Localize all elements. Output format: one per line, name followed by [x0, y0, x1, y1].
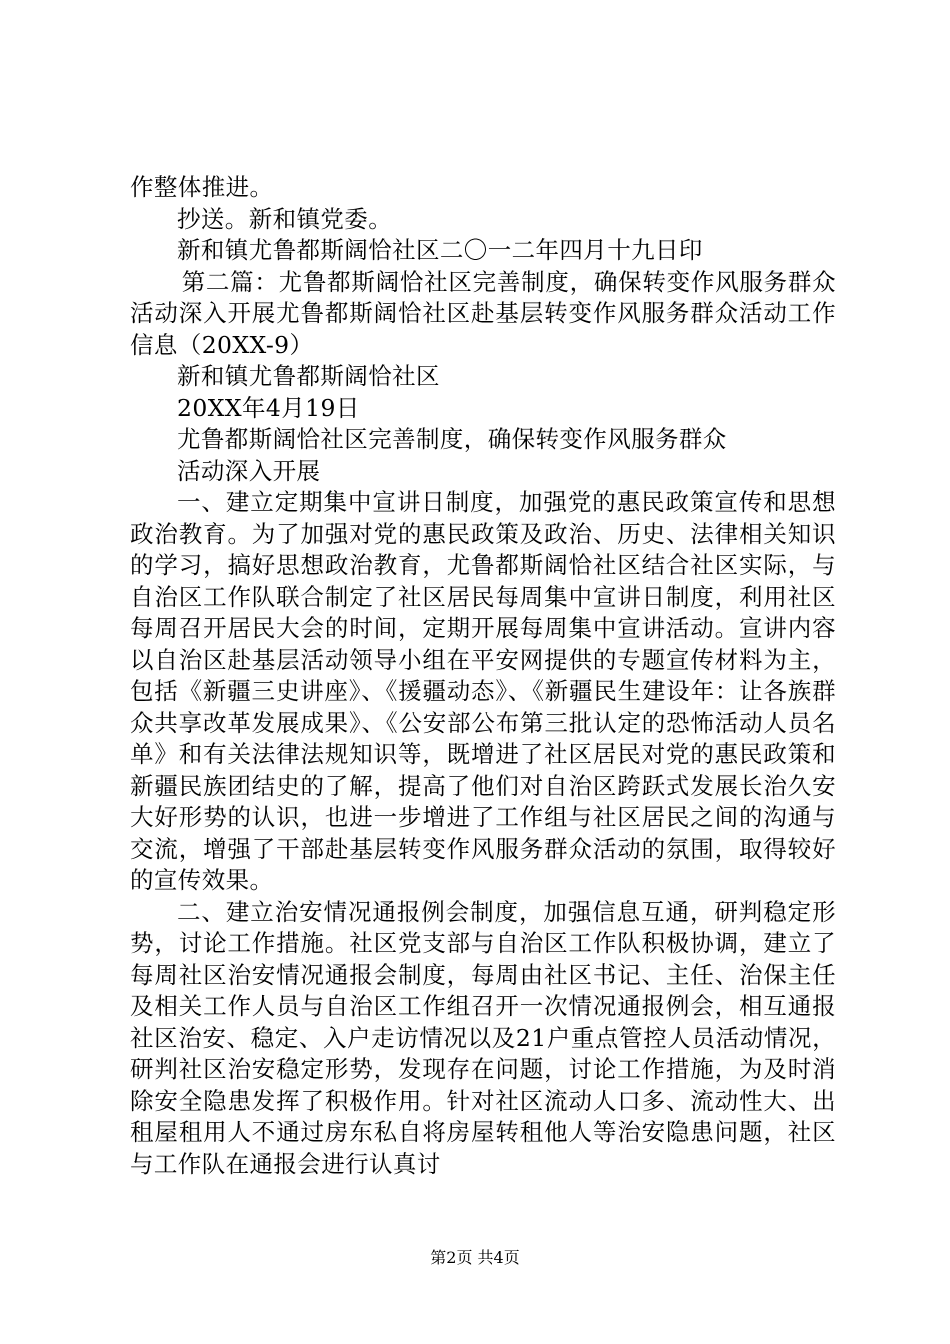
paragraph: 20XX年4月19日: [177, 393, 360, 422]
paragraph: 一、建立定期集中宣讲日制度，加强党的惠民政策宣传和思想政治教育。为了加强对党的惠民政策及政治、历史、法律相关知识的学习，搞好思想政治教育，尤鲁都斯阔恰社区结合社区实际，与自治区工作队联合制定了社区居民每周集中宣讲日制度，利用社区每周召开居民大会的时间，定期开展每周集中宣讲活动。宣讲内容以自治区赴基层活动领导小组在平安网提供的专题宣传材料为主，包括《新疆三史讲座》、《援疆动态》、《新疆民生建设年：让各族群众共享改革发展成果》、《公安部公布第三批认定的恐怖活动人员名单》和有关法律法规知识等，既增进了社区居民对党的惠民政策和新疆民族团结史的了解，提高了他们对自治区跨跃式发展长治久安大好形势的认识，也进一步增进了工作组与社区居民之间的沟通与交流，增强了干部赴基层转变作风服务群众活动的氛围，取得较好的宣传效果。: [130, 488, 836, 894]
paragraph: 二、建立治安情况通报例会制度，加强信息互通，研判稳定形势，讨论工作措施。社区党支部与自治区工作队积极协调，建立了每周社区治安情况通报会制度，每周由社区书记、主任、治保主任及相关工作人员与自治区工作组召开一次情况通报例会，相互通报社区治安、稳定、入户走访情况以及21户重点管控人员活动情况，研判社区治安稳定形势，发现存在问题，讨论工作措施，为及时消除安全隐患发挥了积极作用。针对社区流动人口多、流动性大、出租屋租用人不通过房东私自将房屋转租他人等治安隐患问题，社区与工作队在通报会进行认真讨: [130, 897, 836, 1178]
paragraph: 新和镇尤鲁都斯阔恰社区: [177, 362, 440, 390]
paragraph: 新和镇尤鲁都斯阔恰社区二〇一二年四月十九日印: [177, 236, 703, 264]
section-heading: 第二篇：尤鲁都斯阔恰社区完善制度，确保转变作风服务群众活动深入开展尤鲁都斯阔恰社区赴基层转变作风服务群众活动工作信息（20XX-9）: [130, 267, 836, 359]
paragraph: 尤鲁都斯阔恰社区完善制度，确保转变作风服务群众: [177, 425, 727, 453]
page-number-footer: 第2页 共4页: [430, 1248, 520, 1267]
paragraph: 作整体推进。: [130, 173, 274, 201]
paragraph: 活动深入开展: [177, 456, 321, 485]
document-body: [130, 172, 836, 1180]
paragraph: 抄送。新和镇党委。: [177, 204, 393, 233]
